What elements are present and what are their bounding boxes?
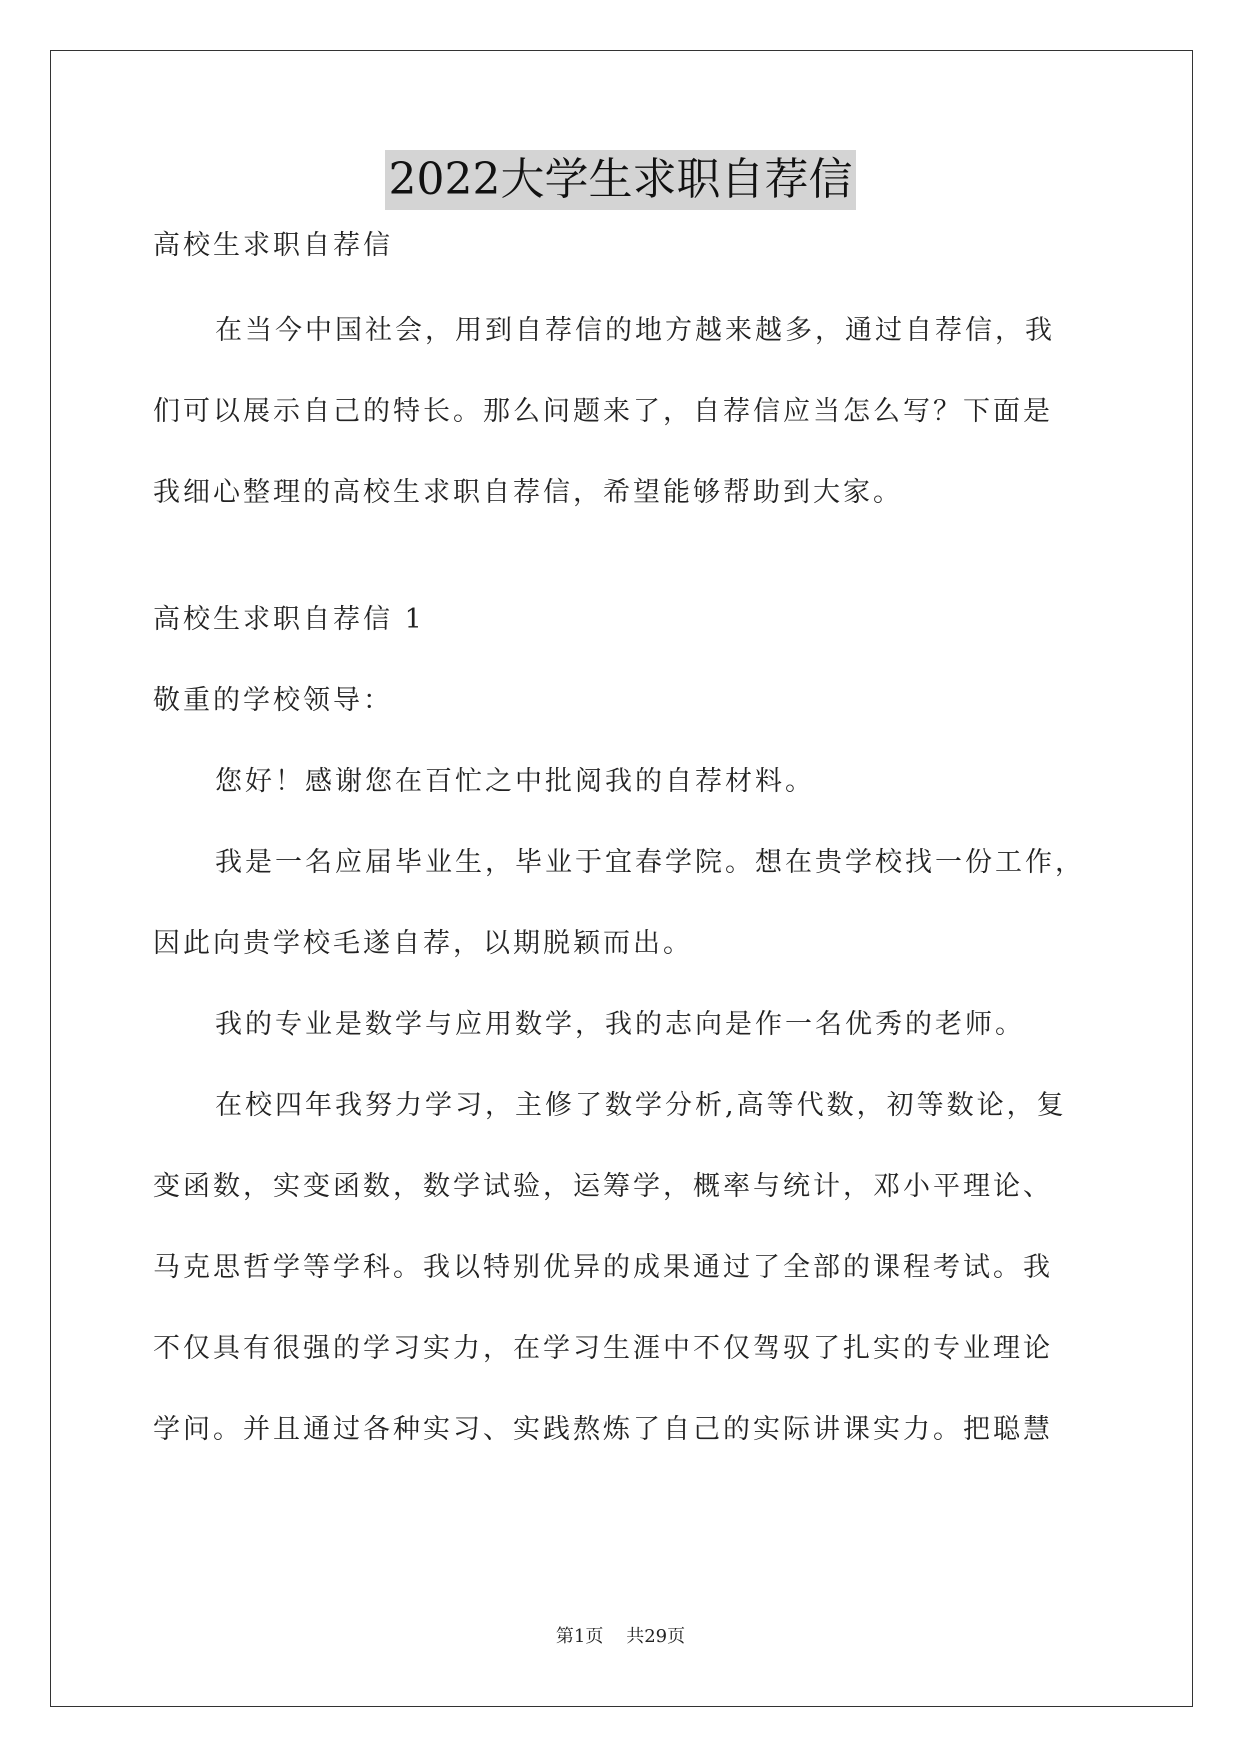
paragraph-study <box>153 1065 1113 1470</box>
paragraph-letter-heading <box>153 579 1113 660</box>
text-line: 高校生求职自荐信 <box>153 230 393 261</box>
text-line: 敬重的学校领导： <box>153 685 393 716</box>
paragraph-intro <box>153 290 1113 533</box>
document-title: 2022大学生求职自荐信 <box>385 150 857 210</box>
text-line: 我细心整理的高校生求职自荐信，希望能够帮助到大家。 <box>153 477 903 508</box>
text-line: 因此向贵学校毛遂自荐，以期脱颖而出。 <box>153 928 693 959</box>
title-container <box>0 150 1241 210</box>
text-line: 我的专业是数学与应用数学，我的志向是作一名优秀的老师。 <box>215 1009 1025 1040</box>
text-line: 学问。并且通过各种实习、实践熬炼了自己的实际讲课实力。把聪慧 <box>153 1414 1053 1445</box>
paragraph-salutation <box>153 660 1113 741</box>
paragraph-major <box>153 984 1113 1065</box>
text-line: 马克思哲学等学科。我以特别优异的成果通过了全部的课程考试。我 <box>153 1252 1053 1283</box>
paragraph-self-intro <box>153 822 1113 984</box>
text-line: 不仅具有很强的学习实力，在学习生涯中不仅驾驭了扎实的专业理论 <box>153 1333 1053 1364</box>
page-number: 第1页 <box>555 1626 604 1647</box>
page-total: 共29页 <box>626 1626 686 1647</box>
paragraph-intro-heading <box>153 205 1113 286</box>
page-footer <box>0 1625 1241 1649</box>
text-line: 高校生求职自荐信 1 <box>153 604 425 635</box>
paragraph-greeting <box>153 741 1113 822</box>
text-line: 在校四年我努力学习，主修了数学分析,高等代数，初等数论，复 <box>215 1090 1067 1121</box>
text-line: 您好！感谢您在百忙之中批阅我的自荐材料。 <box>215 766 815 797</box>
text-line: 在当今中国社会，用到自荐信的地方越来越多，通过自荐信，我 <box>215 315 1055 346</box>
text-line: 我是一名应届毕业生，毕业于宜春学院。想在贵学校找一份工作， <box>215 847 1085 878</box>
text-line: 变函数，实变函数，数学试验，运筹学，概率与统计，邓小平理论、 <box>153 1171 1053 1202</box>
text-line: 们可以展示自己的特长。那么问题来了，自荐信应当怎么写？下面是 <box>153 396 1053 427</box>
